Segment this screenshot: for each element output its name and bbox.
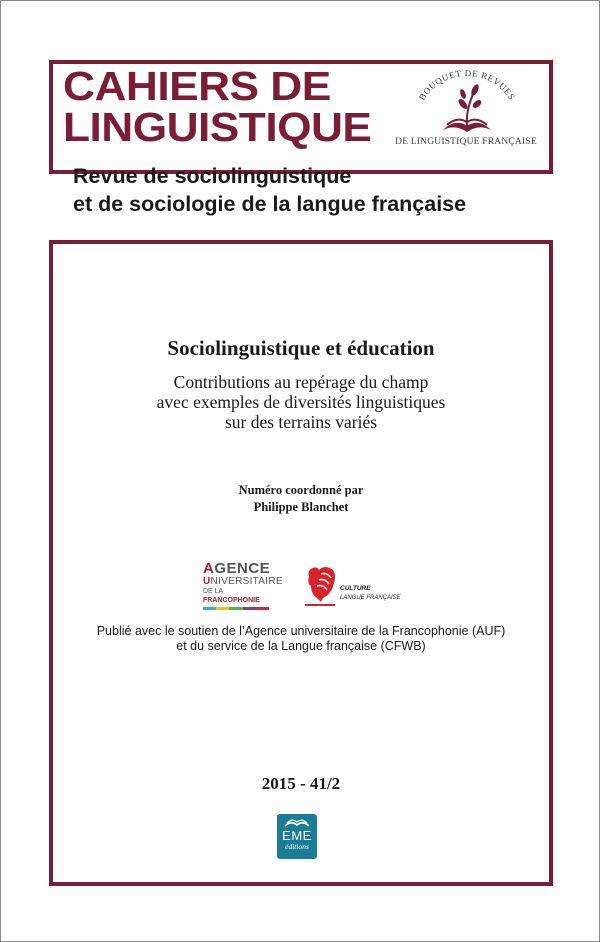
journal-subtitle-line1: Revue de sociolinguistique xyxy=(73,164,352,188)
issue-box xyxy=(49,240,553,886)
culture-logo xyxy=(303,562,413,612)
auf-color-stripe xyxy=(203,607,269,610)
eme-publisher-logo xyxy=(277,814,317,859)
issue-subtitle-line: Contributions au repérage du champ xyxy=(173,372,429,392)
journal-subtitle-line2: et de sociologie de la langue française xyxy=(73,192,467,216)
issue-subtitle xyxy=(53,372,549,432)
support-statement xyxy=(53,624,549,654)
journal-title-line1: CAHIERS DE xyxy=(63,63,331,109)
coordinator-block xyxy=(53,482,549,516)
rooster-icon xyxy=(303,562,339,608)
bouquet-bottom-text: DE LINGUISTIQUE FRANÇAISE xyxy=(395,137,537,147)
open-book-icon xyxy=(284,817,310,829)
support-line: et du service de la Langue française (CFWB) xyxy=(176,639,426,653)
issue-subtitle-line: sur des terrains variés xyxy=(224,412,378,432)
plant-book-icon xyxy=(391,70,541,136)
svg-text:BOUQUET DE REVUES: BOUQUET DE REVUES xyxy=(416,70,518,102)
support-line: Publié avec le soutien de l’Agence universitaire de la Francophonie (AUF) xyxy=(96,624,506,638)
culture-text: CULTURE LANGUE FRANÇAISE xyxy=(340,585,401,601)
journal-title-line2: LINGUISTIQUE xyxy=(63,104,372,150)
issue-title: Sociolinguistique et éducation xyxy=(167,336,435,360)
coordinated-label: Numéro coordonné par xyxy=(238,483,364,497)
auf-logo: AGENCE UNIVERSITAIRE DE LA FRANCOPHONIE xyxy=(203,562,273,612)
coordinator-name: Philippe Blanchet xyxy=(253,500,349,514)
eme-sub: éditions xyxy=(285,842,309,851)
issue-number: 2015 - 41/2 xyxy=(261,774,341,793)
journal-title xyxy=(63,63,372,150)
journal-header-box xyxy=(49,60,553,174)
issue-subtitle-line: avec exemples de diversités linguistiques xyxy=(156,392,446,412)
eme-name: EME xyxy=(282,828,312,843)
journal-subtitle xyxy=(73,162,466,218)
sponsor-logos xyxy=(203,562,453,614)
bouquet-logo xyxy=(391,70,541,154)
